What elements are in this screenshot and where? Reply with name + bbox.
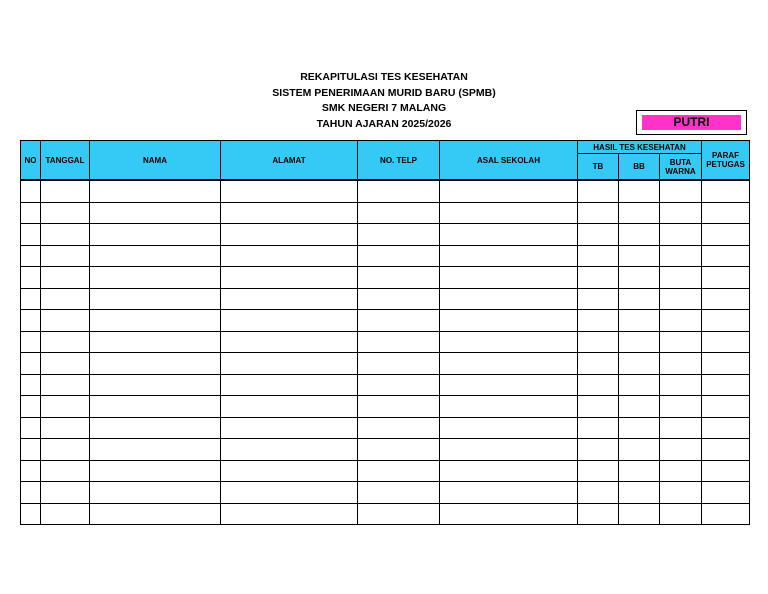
- cell-buta-warna: [660, 267, 702, 289]
- cell-tanggal: [41, 267, 90, 289]
- cell-nama: [90, 396, 221, 418]
- cell-asal-sekolah: [440, 288, 578, 310]
- cell-bb: [619, 224, 660, 246]
- cell-bb: [619, 180, 660, 202]
- cell-tanggal: [41, 353, 90, 375]
- cell-telp: [358, 396, 440, 418]
- title-line-2: SISTEM PENERIMAAN MURID BARU (SPMB): [272, 86, 496, 99]
- cell-alamat: [221, 180, 358, 202]
- cell-alamat: [221, 460, 358, 482]
- cell-no: [21, 331, 41, 353]
- cell-asal-sekolah: [440, 417, 578, 439]
- cell-paraf-petugas: [702, 482, 750, 504]
- cell-tb: [578, 180, 619, 202]
- cell-nama: [90, 353, 221, 375]
- cell-telp: [358, 180, 440, 202]
- header-telp: NO. TELP: [358, 141, 440, 181]
- cell-nama: [90, 224, 221, 246]
- cell-buta-warna: [660, 482, 702, 504]
- table-body: [21, 180, 750, 525]
- cell-tb: [578, 331, 619, 353]
- cell-telp: [358, 374, 440, 396]
- cell-bb: [619, 331, 660, 353]
- cell-tb: [578, 310, 619, 332]
- table-row: [21, 180, 750, 202]
- cell-no: [21, 353, 41, 375]
- cell-bb: [619, 310, 660, 332]
- cell-buta-warna: [660, 310, 702, 332]
- cell-tanggal: [41, 288, 90, 310]
- cell-no: [21, 202, 41, 224]
- cell-asal-sekolah: [440, 503, 578, 525]
- cell-alamat: [221, 245, 358, 267]
- cell-buta-warna: [660, 396, 702, 418]
- cell-tanggal: [41, 439, 90, 461]
- cell-bb: [619, 288, 660, 310]
- cell-bb: [619, 439, 660, 461]
- cell-paraf-petugas: [702, 331, 750, 353]
- cell-buta-warna: [660, 503, 702, 525]
- cell-no: [21, 503, 41, 525]
- cell-tanggal: [41, 202, 90, 224]
- cell-nama: [90, 331, 221, 353]
- table-row: [21, 224, 750, 246]
- cell-asal-sekolah: [440, 482, 578, 504]
- cell-alamat: [221, 417, 358, 439]
- cell-tanggal: [41, 482, 90, 504]
- cell-asal-sekolah: [440, 267, 578, 289]
- cell-telp: [358, 267, 440, 289]
- cell-alamat: [221, 439, 358, 461]
- cell-paraf-petugas: [702, 310, 750, 332]
- cell-tb: [578, 460, 619, 482]
- cell-bb: [619, 374, 660, 396]
- table-row: [21, 439, 750, 461]
- cell-bb: [619, 202, 660, 224]
- cell-nama: [90, 202, 221, 224]
- cell-buta-warna: [660, 460, 702, 482]
- cell-tb: [578, 482, 619, 504]
- cell-asal-sekolah: [440, 439, 578, 461]
- cell-tanggal: [41, 310, 90, 332]
- cell-tanggal: [41, 417, 90, 439]
- cell-nama: [90, 180, 221, 202]
- health-test-table: [20, 140, 750, 525]
- cell-paraf-petugas: [702, 374, 750, 396]
- table-row: [21, 460, 750, 482]
- cell-buta-warna: [660, 224, 702, 246]
- cell-asal-sekolah: [440, 224, 578, 246]
- title-line-4: TAHUN AJARAN 2025/2026: [316, 117, 452, 130]
- category-badge-box: [636, 110, 747, 135]
- header-paraf-line2: PETUGAS: [706, 160, 745, 169]
- cell-paraf-petugas: [702, 396, 750, 418]
- cell-asal-sekolah: [440, 245, 578, 267]
- title-line-1: REKAPITULASI TES KESEHATAN: [300, 71, 468, 83]
- cell-no: [21, 245, 41, 267]
- cell-alamat: [221, 224, 358, 246]
- header-hasil-tes-kesehatan: HASIL TES KESEHATAN: [578, 141, 702, 154]
- cell-paraf-petugas: [702, 288, 750, 310]
- cell-paraf-petugas: [702, 417, 750, 439]
- cell-telp: [358, 417, 440, 439]
- cell-asal-sekolah: [440, 331, 578, 353]
- table-row: [21, 331, 750, 353]
- header-paraf-line1: PARAF: [712, 151, 740, 160]
- header-buta-line1: BUTA: [669, 157, 692, 167]
- cell-alamat: [221, 482, 358, 504]
- table-row: [21, 267, 750, 289]
- cell-tanggal: [41, 180, 90, 202]
- cell-alamat: [221, 202, 358, 224]
- table-row: [21, 310, 750, 332]
- table-row: [21, 202, 750, 224]
- cell-buta-warna: [660, 374, 702, 396]
- cell-tb: [578, 267, 619, 289]
- cell-buta-warna: [660, 417, 702, 439]
- cell-alamat: [221, 503, 358, 525]
- cell-nama: [90, 374, 221, 396]
- cell-no: [21, 417, 41, 439]
- cell-alamat: [221, 374, 358, 396]
- cell-tb: [578, 245, 619, 267]
- table-row: [21, 482, 750, 504]
- cell-telp: [358, 245, 440, 267]
- cell-asal-sekolah: [440, 374, 578, 396]
- cell-paraf-petugas: [702, 202, 750, 224]
- cell-no: [21, 460, 41, 482]
- cell-buta-warna: [660, 180, 702, 202]
- cell-tanggal: [41, 396, 90, 418]
- cell-nama: [90, 482, 221, 504]
- category-badge: PUTRI: [642, 115, 741, 130]
- cell-bb: [619, 460, 660, 482]
- cell-no: [21, 482, 41, 504]
- cell-bb: [619, 245, 660, 267]
- title-line-3: SMK NEGERI 7 MALANG: [321, 102, 447, 114]
- cell-tanggal: [41, 224, 90, 246]
- cell-alamat: [221, 310, 358, 332]
- cell-buta-warna: [660, 245, 702, 267]
- cell-telp: [358, 288, 440, 310]
- cell-buta-warna: [660, 288, 702, 310]
- table-row: [21, 288, 750, 310]
- cell-nama: [90, 417, 221, 439]
- cell-alamat: [221, 396, 358, 418]
- cell-paraf-petugas: [702, 353, 750, 375]
- cell-tb: [578, 288, 619, 310]
- cell-tanggal: [41, 245, 90, 267]
- cell-paraf-petugas: [702, 503, 750, 525]
- header-tb: TB: [578, 154, 619, 181]
- cell-alamat: [221, 267, 358, 289]
- header-bb: BB: [619, 154, 660, 181]
- cell-no: [21, 224, 41, 246]
- cell-alamat: [221, 288, 358, 310]
- cell-bb: [619, 353, 660, 375]
- cell-nama: [90, 310, 221, 332]
- cell-nama: [90, 267, 221, 289]
- cell-paraf-petugas: [702, 439, 750, 461]
- cell-tb: [578, 374, 619, 396]
- cell-paraf-petugas: [702, 224, 750, 246]
- header-alamat: ALAMAT: [221, 141, 358, 181]
- table-row: [21, 374, 750, 396]
- cell-tanggal: [41, 503, 90, 525]
- cell-no: [21, 439, 41, 461]
- cell-buta-warna: [660, 353, 702, 375]
- cell-no: [21, 374, 41, 396]
- cell-tanggal: [41, 331, 90, 353]
- header-paraf-petugas: [702, 141, 750, 181]
- cell-no: [21, 267, 41, 289]
- table-row: [21, 245, 750, 267]
- cell-telp: [358, 439, 440, 461]
- cell-telp: [358, 331, 440, 353]
- cell-bb: [619, 482, 660, 504]
- cell-telp: [358, 353, 440, 375]
- cell-telp: [358, 224, 440, 246]
- cell-nama: [90, 460, 221, 482]
- header-tanggal: TANGGAL: [41, 141, 90, 181]
- cell-bb: [619, 503, 660, 525]
- cell-asal-sekolah: [440, 353, 578, 375]
- header-buta-warna: [660, 154, 702, 181]
- cell-buta-warna: [660, 331, 702, 353]
- cell-no: [21, 288, 41, 310]
- cell-paraf-petugas: [702, 245, 750, 267]
- cell-asal-sekolah: [440, 396, 578, 418]
- cell-bb: [619, 396, 660, 418]
- cell-telp: [358, 460, 440, 482]
- cell-paraf-petugas: [702, 460, 750, 482]
- cell-nama: [90, 439, 221, 461]
- cell-no: [21, 396, 41, 418]
- cell-telp: [358, 503, 440, 525]
- cell-telp: [358, 310, 440, 332]
- cell-tb: [578, 224, 619, 246]
- cell-asal-sekolah: [440, 180, 578, 202]
- cell-tb: [578, 353, 619, 375]
- table-row: [21, 396, 750, 418]
- cell-tb: [578, 417, 619, 439]
- cell-alamat: [221, 331, 358, 353]
- cell-buta-warna: [660, 439, 702, 461]
- cell-bb: [619, 417, 660, 439]
- cell-bb: [619, 267, 660, 289]
- cell-no: [21, 310, 41, 332]
- cell-asal-sekolah: [440, 460, 578, 482]
- cell-tb: [578, 396, 619, 418]
- header-asal-sekolah: ASAL SEKOLAH: [440, 141, 578, 181]
- cell-paraf-petugas: [702, 180, 750, 202]
- cell-telp: [358, 482, 440, 504]
- cell-paraf-petugas: [702, 267, 750, 289]
- cell-no: [21, 180, 41, 202]
- cell-tb: [578, 202, 619, 224]
- header-nama: NAMA: [90, 141, 221, 181]
- cell-asal-sekolah: [440, 310, 578, 332]
- cell-asal-sekolah: [440, 202, 578, 224]
- cell-tanggal: [41, 460, 90, 482]
- table-row: [21, 503, 750, 525]
- cell-nama: [90, 503, 221, 525]
- cell-buta-warna: [660, 202, 702, 224]
- header-buta-line2: WARNA: [665, 166, 696, 176]
- cell-tb: [578, 439, 619, 461]
- cell-telp: [358, 202, 440, 224]
- table-row: [21, 353, 750, 375]
- table-row: [21, 417, 750, 439]
- cell-nama: [90, 245, 221, 267]
- cell-alamat: [221, 353, 358, 375]
- header-no: NO: [21, 141, 41, 181]
- cell-tb: [578, 503, 619, 525]
- cell-nama: [90, 288, 221, 310]
- cell-tanggal: [41, 374, 90, 396]
